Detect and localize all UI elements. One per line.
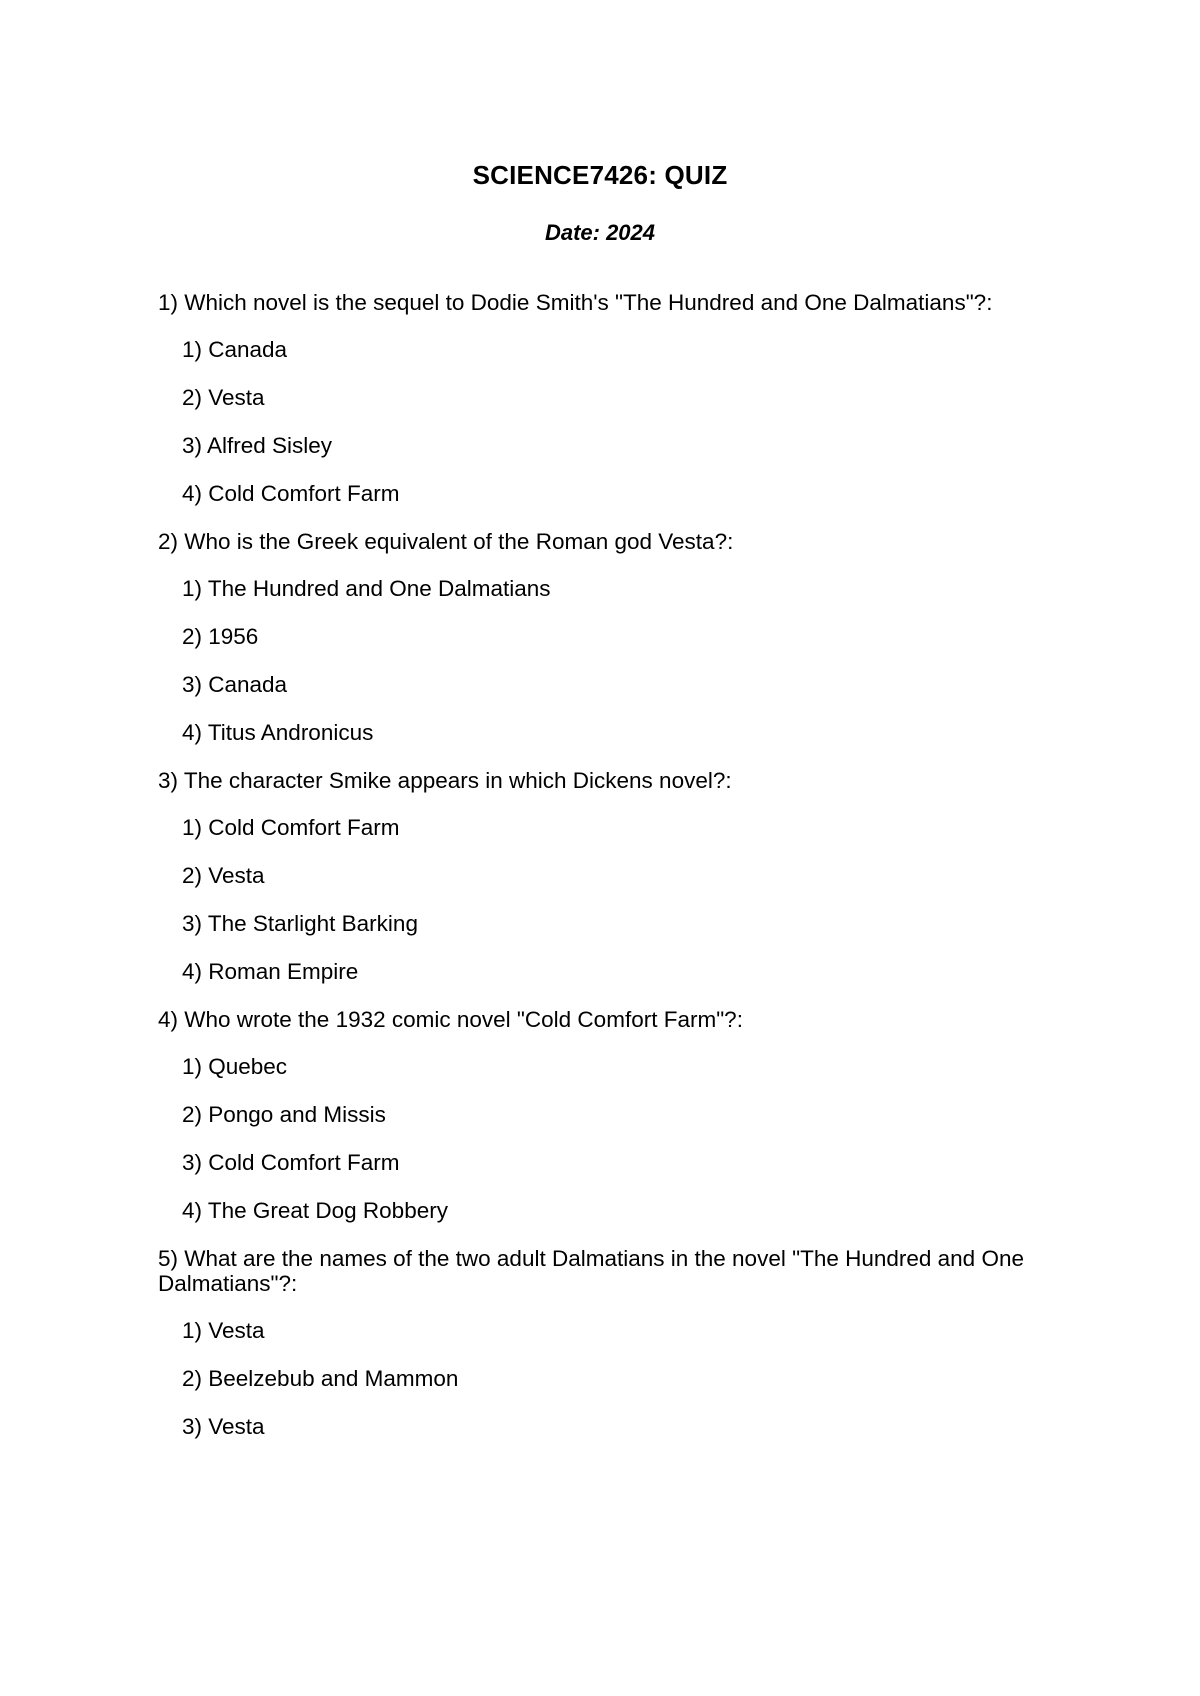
- answer-option: 1) Canada: [182, 337, 288, 362]
- answer-option: 3) Vesta: [182, 1414, 265, 1439]
- answer-options: [158, 815, 1058, 984]
- question-text: 5) What are the names of the two adult Dalmatians in the novel "The Hundred and One Dalmatians"?:: [158, 1246, 1024, 1296]
- answer-option: 1) The Hundred and One Dalmatians: [182, 576, 551, 601]
- question-text: 4) Who wrote the 1932 comic novel "Cold Comfort Farm"?:: [158, 1007, 743, 1032]
- answer-option: 3) Cold Comfort Farm: [182, 1150, 400, 1175]
- question-2: [158, 529, 1058, 745]
- question-5: [158, 1246, 1058, 1439]
- answer-option: 4) Cold Comfort Farm: [182, 481, 400, 506]
- answer-option: 2) 1956: [182, 624, 259, 649]
- answer-option: 3) Alfred Sisley: [182, 433, 333, 458]
- answer-options: [158, 337, 1058, 506]
- answer-option: 1) Cold Comfort Farm: [182, 815, 400, 840]
- question-text: 3) The character Smike appears in which Dickens novel?:: [158, 768, 732, 793]
- answer-option: 3) The Starlight Barking: [182, 911, 418, 936]
- question-text: 2) Who is the Greek equivalent of the Roman god Vesta?:: [158, 529, 734, 554]
- answer-option: 2) Vesta: [182, 863, 265, 888]
- question-3: [158, 768, 1058, 984]
- answer-option: 4) Roman Empire: [182, 959, 359, 984]
- answer-option: 4) The Great Dog Robbery: [182, 1198, 448, 1223]
- answer-option: 2) Beelzebub and Mammon: [182, 1366, 459, 1391]
- question-4: [158, 1007, 1058, 1223]
- question-text: 1) Which novel is the sequel to Dodie Smith's "The Hundred and One Dalmatians"?:: [158, 290, 993, 315]
- question-1: [158, 290, 1058, 506]
- question-list: [158, 290, 1058, 1462]
- quiz-date: Date: 2024: [544, 220, 656, 245]
- answer-option: 1) Vesta: [182, 1318, 265, 1343]
- answer-options: [158, 1054, 1058, 1223]
- answer-option: 4) Titus Andronicus: [182, 720, 374, 745]
- answer-option: 2) Vesta: [182, 385, 265, 410]
- answer-option: 2) Pongo and Missis: [182, 1102, 386, 1127]
- answer-options: [158, 1318, 1058, 1439]
- answer-option: 1) Quebec: [182, 1054, 288, 1079]
- page-title: SCIENCE7426: QUIZ: [472, 160, 728, 190]
- answer-option: 3) Canada: [182, 672, 288, 697]
- answer-options: [158, 576, 1058, 745]
